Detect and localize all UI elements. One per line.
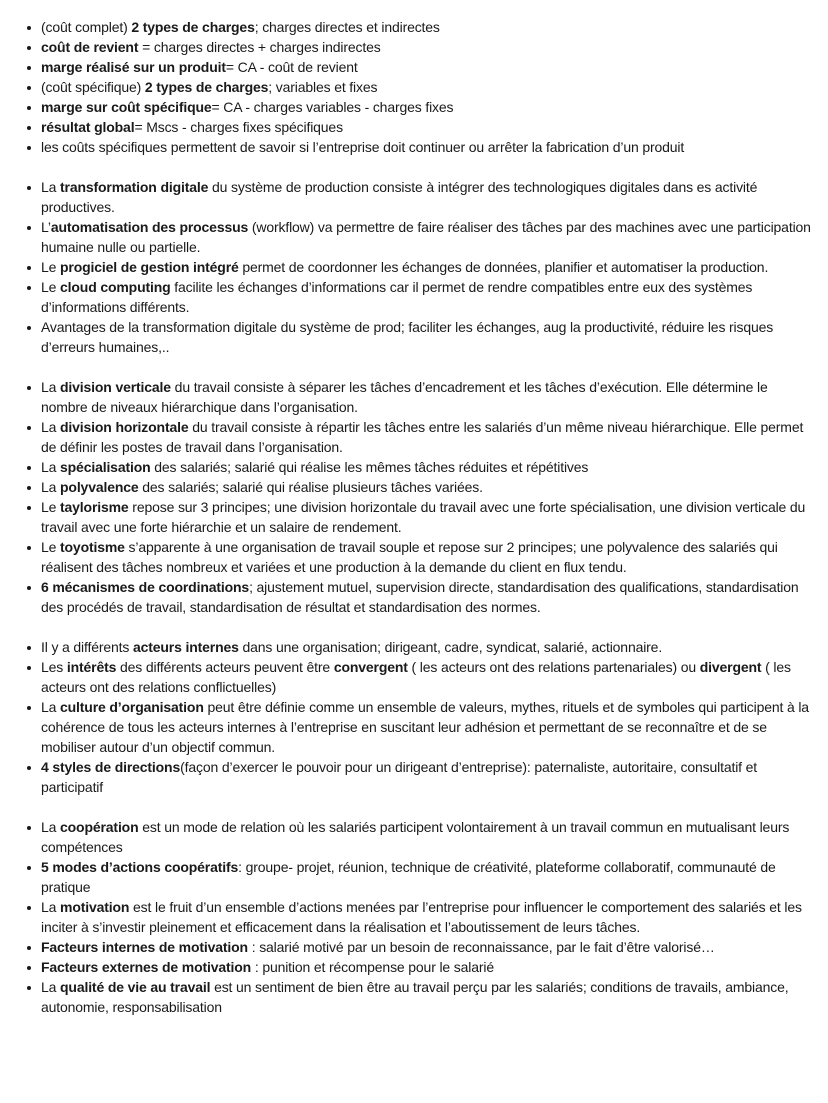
text: permet de coordonner les échanges de données, planifier et automatiser la production. [238, 259, 769, 275]
text: La [41, 819, 61, 835]
text: = CA - coût de revient [225, 59, 358, 75]
list-item [41, 817, 812, 857]
text: La [41, 379, 61, 395]
bullet-list [22, 817, 812, 1017]
list-item [41, 97, 812, 117]
text: (coût spécifique) [41, 79, 145, 95]
text: repose sur 3 principes; une division horizontale du travail avec une forte spécialisation, une division verticale du travail avec une forte hiérarchie et un salaire de rendement. [41, 499, 806, 535]
bold-term: intérêts [66, 659, 117, 675]
text: des différents acteurs peuvent être [116, 659, 334, 675]
text: = CA - charges variables - charges fixes [211, 99, 454, 115]
list-item [41, 117, 812, 137]
text: (workflow) va permettre de faire réaliser des tâches par des machines avec une participation humaine nulle ou partielle. [41, 219, 811, 255]
bold-term: résultat global [41, 119, 135, 135]
list-item [41, 977, 812, 1017]
bold-term: cloud computing [60, 279, 171, 295]
bold-term: acteurs internes [132, 639, 239, 655]
bold-term: automatisation des processus [50, 219, 249, 235]
bold-term: taylorisme [60, 499, 129, 515]
bold-term: 4 styles de directions [41, 759, 181, 775]
text: Le [41, 259, 61, 275]
list-item [41, 477, 812, 497]
bold-term: 2 types de charges [131, 19, 255, 35]
text: du travail consiste à séparer les tâches d’encadrement et les tâches d’exécution. Elle détermine le nombre de niveaux hiérarchique dans l’organisation. [41, 379, 768, 415]
text: Le [41, 539, 61, 555]
list-item [41, 177, 812, 217]
text: L’ [41, 219, 51, 235]
text: des salariés; salarié qui réalise plusieurs tâches variées. [138, 479, 483, 495]
text: ( les acteurs ont des relations conflictuelles) [41, 659, 791, 695]
list-item [41, 277, 812, 317]
bold-term: toyotisme [60, 539, 125, 555]
text: est un mode de relation où les salariés participent volontairement à un travail commun en mutualisant leurs compétences [41, 819, 790, 855]
list-item [41, 937, 812, 957]
bold-term: division horizontale [60, 419, 189, 435]
list-item [41, 897, 812, 937]
text: Le [41, 279, 61, 295]
text: s’apparente à une organisation de travail souple et repose sur 2 principes; une polyvalence des salariés qui réalisent des tâches nombreux et variées et une production à la demande du client en flux tendu. [41, 539, 778, 575]
bold-term: marge réalisé sur un produit [41, 59, 226, 75]
text: ; ajustement mutuel, supervision directe, standardisation des qualifications, standardisation des procédés de travail, standardisation de résultat et standardisation des normes. [41, 579, 799, 615]
text: est le fruit d’un ensemble d’actions menées par l’entreprise pour influencer le comportement des salariés et les inciter à s’investir pleinement et efficacement dans la réalisation et l’aboutissement de leurs tâches. [41, 899, 802, 935]
bold-term: polyvalence [60, 479, 139, 495]
bold-term: coopération [60, 819, 139, 835]
bold-term: culture d’organisation [60, 699, 204, 715]
text: La [41, 419, 61, 435]
text: Les [41, 659, 67, 675]
list-item [41, 657, 812, 697]
text: du système de production consiste à intégrer des technologiques digitales dans es activité productives. [41, 179, 758, 215]
text: du travail consiste à répartir les tâches entre les salariés d’un même niveau hiérarchique. Elle permet de définir les postes de travail dans l’organisation. [41, 419, 804, 455]
bold-term: transformation digitale [60, 179, 209, 195]
text: des salariés; salarié qui réalise les mêmes tâches réduites et répétitives [150, 459, 589, 475]
text: : salarié motivé par un besoin de reconnaissance, par le fait d’être valorisé… [247, 939, 715, 955]
text: : groupe- projet, réunion, technique de créativité, plateforme collaboratif, communauté de pratique [41, 859, 776, 895]
text: La [41, 479, 61, 495]
list-item [41, 577, 812, 617]
text: : punition et récompense pour le salarié [251, 959, 494, 975]
bold-term: marge sur coût spécifique [41, 99, 212, 115]
list-item [41, 137, 812, 157]
text: La [41, 179, 61, 195]
text: Il y a différents [41, 639, 133, 655]
list-item [41, 957, 812, 977]
list-item [41, 697, 812, 757]
bold-term: qualité de vie au travail [60, 979, 211, 995]
list-item [41, 857, 812, 897]
bold-term: division verticale [60, 379, 171, 395]
bullet-list [22, 177, 812, 357]
list-item [41, 77, 812, 97]
text: Avantages de la transformation digitale du système de prod; faciliter les échanges, aug la productivité, réduire les risques d’erreurs humaines,.. [41, 319, 774, 355]
list-item [41, 457, 812, 477]
list-item [41, 57, 812, 77]
text: peut être définie comme un ensemble de valeurs, mythes, rituels et de symboles qui participent à la cohérence de tous les acteurs internes à l’entreprise en suscitant leur adhésion et permettant de se reconnaître et de se mobiliser autour d’un objectif commun. [41, 699, 809, 755]
text: dans une organisation; dirigeant, cadre, syndicat, salarié, actionnaire. [238, 639, 663, 655]
bullet-list [22, 377, 812, 617]
list-item [41, 37, 812, 57]
text: ( les acteurs ont des relations partenariales) ou [407, 659, 700, 675]
bold-term: 5 modes d’actions coopératifs [41, 859, 239, 875]
text: = Mscs - charges fixes spécifiques [134, 119, 343, 135]
text: = charges directes + charges indirectes [138, 39, 381, 55]
text: est un sentiment de bien être au travail perçu par les salariés; conditions de travails, ambiance, autonomie, responsabilisation [41, 979, 789, 1015]
text: les coûts spécifiques permettent de savoir si l’entreprise doit continuer ou arrêter la fabrication d’un produit [41, 139, 685, 155]
text: La [41, 459, 61, 475]
text: (coût complet) [41, 19, 132, 35]
list-item [41, 637, 812, 657]
bold-term: progiciel de gestion intégré [60, 259, 239, 275]
bold-term: divergent [699, 659, 762, 675]
bold-term: 6 mécanismes de coordinations [41, 579, 250, 595]
bullet-list [22, 17, 812, 157]
bold-term: coût de revient [41, 39, 139, 55]
text: facilite les échanges d’informations car il permet de rendre compatibles entre eux des systèmes d’informations différents. [41, 279, 753, 315]
list-item [41, 17, 812, 37]
list-item [41, 257, 812, 277]
list-item [41, 757, 812, 797]
bold-term: Facteurs internes de motivation [41, 939, 248, 955]
text: La [41, 899, 61, 915]
text: La [41, 979, 61, 995]
text: Le [41, 499, 61, 515]
text: La [41, 699, 61, 715]
list-item [41, 417, 812, 457]
list-item [41, 377, 812, 417]
text: ; charges directes et indirectes [254, 19, 440, 35]
list-item [41, 497, 812, 537]
bold-term: convergent [333, 659, 408, 675]
list-item [41, 317, 812, 357]
bold-term: motivation [60, 899, 130, 915]
bold-term: 2 types de charges [144, 79, 269, 95]
bold-term: Facteurs externes de motivation [41, 959, 252, 975]
list-item [41, 217, 812, 257]
text: (façon d’exercer le pouvoir pour un dirigeant d’entreprise): paternaliste, autoritaire, consultatif et participatif [41, 759, 758, 795]
text: ; variables et fixes [268, 79, 378, 95]
bullet-list [22, 637, 812, 797]
bold-term: spécialisation [60, 459, 151, 475]
list-item [41, 537, 812, 577]
document-body [22, 17, 812, 1037]
